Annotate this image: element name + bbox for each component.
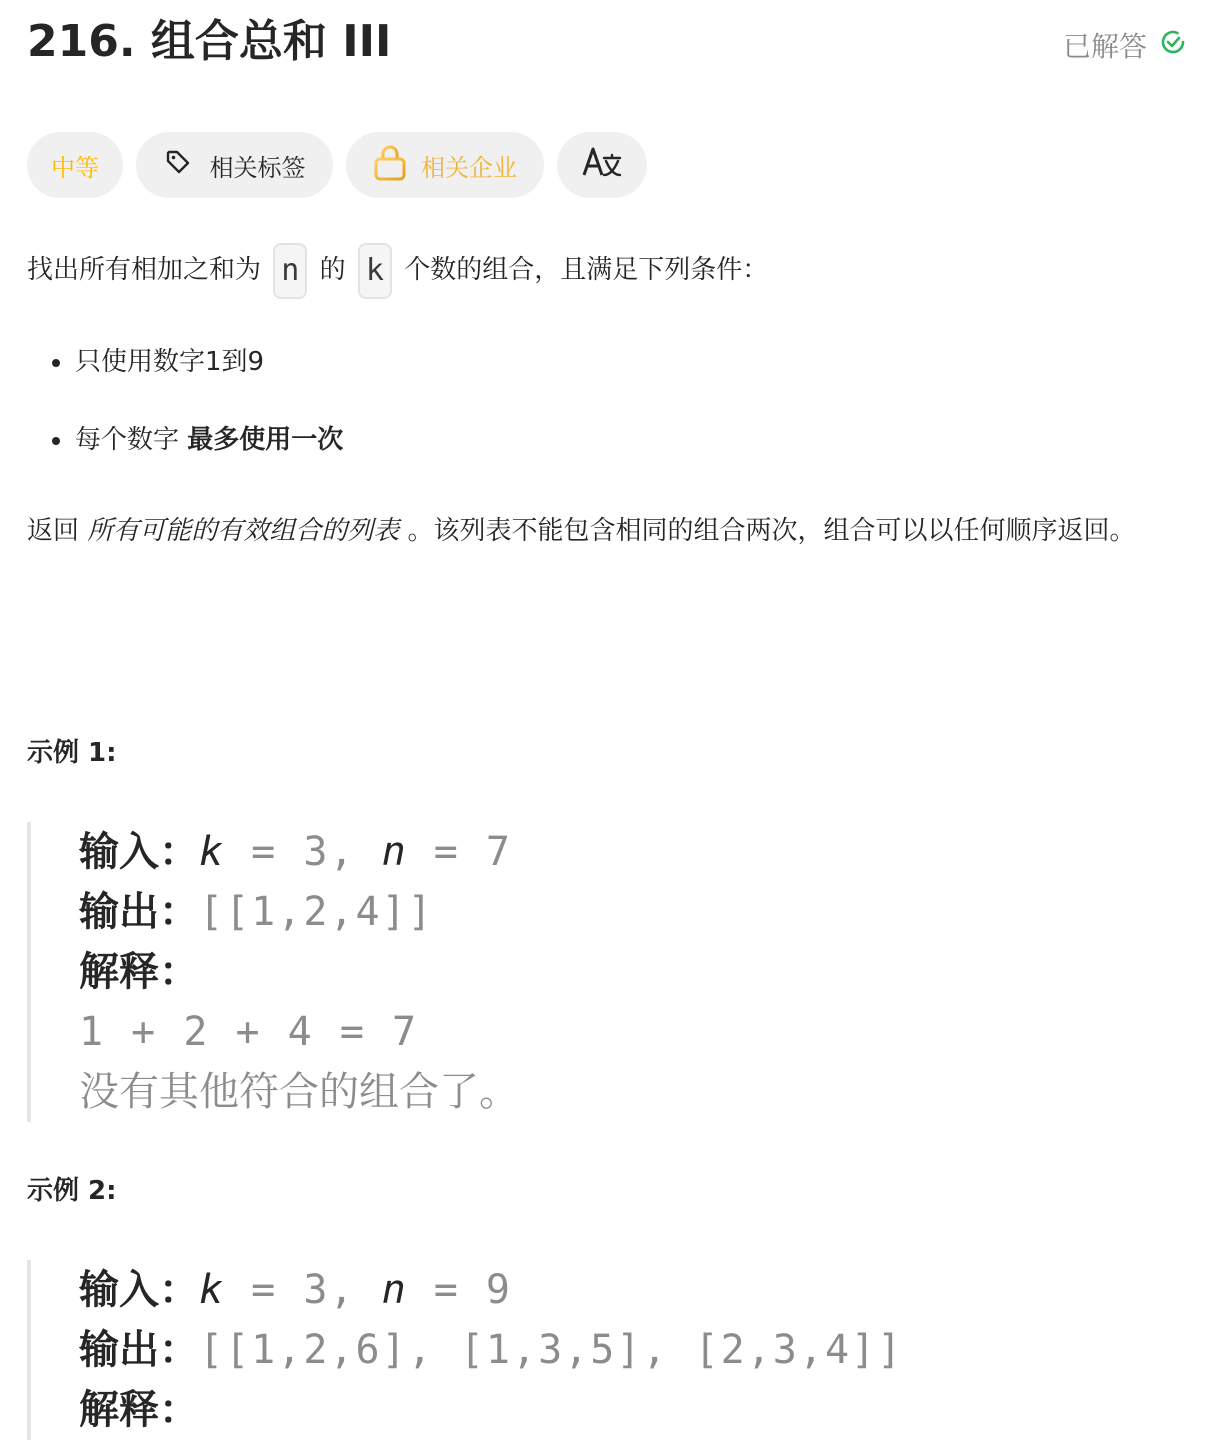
example-input: 输入：k = 3, n = 7: [79, 829, 513, 875]
title-row: [27, 14, 1187, 74]
return-emphasis: 所有可能的有效组合的列表: [87, 516, 400, 546]
companies-button[interactable]: [346, 132, 544, 198]
tag-bar: [27, 132, 647, 198]
example-explanation: 1 + 2 + 4 = 7: [79, 1009, 419, 1055]
example-output: 输出：[[1,2,4]]: [79, 889, 434, 935]
conditions-list: [75, 332, 343, 488]
example-1-label: 示例 1:: [27, 738, 117, 768]
example-explanation: 没有其他符合的组合了。: [79, 1069, 519, 1115]
example-1-block: [27, 822, 1127, 1122]
solved-label: 已解答: [1062, 29, 1147, 63]
statement-text: 个数的组合，且满足下列条件：: [404, 255, 769, 285]
difficulty-badge: [27, 132, 123, 198]
check-circle-icon: [1159, 28, 1187, 65]
example-explanation-label: 解释：: [79, 1387, 199, 1433]
list-item: 每个数字 最多使用一次: [75, 410, 343, 470]
solved-status: [1063, 28, 1187, 65]
example-2-block: [27, 1260, 1127, 1440]
example-explanation-label: 解释：: [79, 949, 199, 995]
example-output: 输出：[[1,2,6], [1,3,5], [2,3,4]]: [79, 1327, 904, 1373]
topics-button[interactable]: [136, 132, 333, 198]
statement-text: 的: [319, 255, 346, 285]
companies-label: 相关企业: [421, 153, 517, 182]
translate-icon: [582, 145, 622, 185]
code-n: n: [273, 243, 307, 299]
problem-title[interactable]: 216. 组合总和 III: [27, 16, 392, 67]
difficulty-label: 中等: [51, 153, 99, 182]
example-input: 输入：k = 3, n = 9: [79, 1267, 513, 1313]
list-item: 只使用数字1到9: [75, 332, 343, 392]
problem-statement: [27, 240, 1187, 300]
code-k: k: [358, 243, 392, 299]
translate-button[interactable]: [557, 132, 647, 198]
topics-label: 相关标签: [209, 153, 306, 182]
tag-icon: [164, 148, 192, 182]
statement-text: 找出所有相加之和为: [27, 255, 262, 285]
return-description: 返回 所有可能的有效组合的列表 。该列表不能包含相同的组合两次，组合可以以任何顺序返回。: [27, 516, 1136, 546]
lock-icon: [373, 143, 407, 187]
example-2-label: 示例 2:: [27, 1176, 117, 1206]
